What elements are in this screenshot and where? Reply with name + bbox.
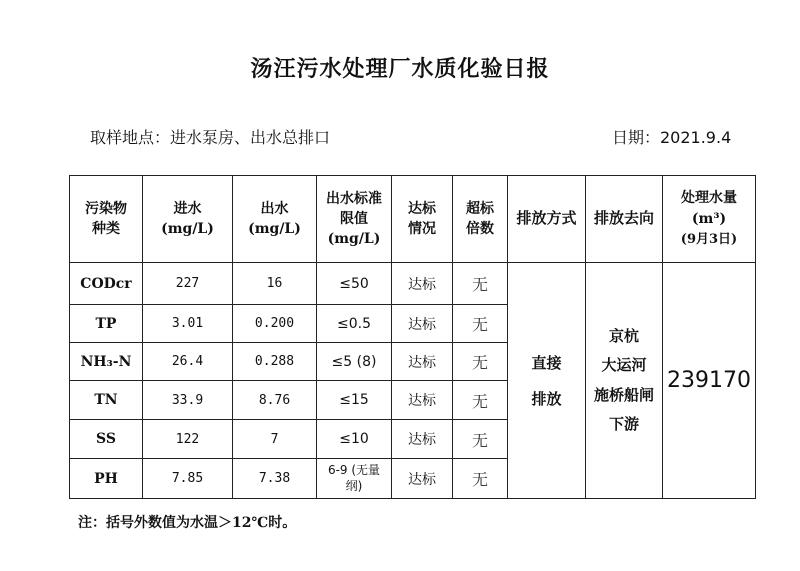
inlet-cell: 122 <box>143 420 233 459</box>
header-row <box>70 176 756 263</box>
inlet-cell: 227 <box>143 263 233 305</box>
outlet-cell: 0.200 <box>233 305 317 343</box>
report-title: 汤汪污水处理厂水质化验日报 <box>250 57 550 82</box>
outlet-cell: 7.38 <box>233 459 317 499</box>
water-quality-table <box>69 175 756 499</box>
header-outlet: 出水 (mg/L) <box>233 176 317 263</box>
header-pollutant: 污染物 种类 <box>70 176 143 263</box>
header-limit: 出水标准 限值 (mg/L) <box>317 176 392 263</box>
outlet-cell: 0.288 <box>233 343 317 381</box>
pollutant-cell: CODcr <box>70 263 143 305</box>
header-inlet: 进水 (mg/L) <box>143 176 233 263</box>
report-date: 日期：2021.9.4 <box>612 128 732 147</box>
limit-cell: ≤10 <box>317 420 392 459</box>
volume-cell: 239170 <box>663 263 756 499</box>
table-row <box>70 263 756 305</box>
status-cell: 达标 <box>392 459 453 499</box>
limit-cell: ≤5 (8) <box>317 343 392 381</box>
pollutant-cell: TN <box>70 381 143 420</box>
header-discharge-dest: 排放去向 <box>586 176 663 263</box>
status-cell: 达标 <box>392 305 453 343</box>
sampling-location: 取样地点：进水泵房、出水总排口 <box>90 128 331 147</box>
limit-cell: 6-9 (无量 纲) <box>317 459 392 499</box>
status-cell: 达标 <box>392 381 453 420</box>
status-cell: 达标 <box>392 263 453 305</box>
discharge-dest-cell: 京杭 大运河 施桥船闸 下游 <box>586 263 663 499</box>
footnote: 注：括号外数值为水温＞12℃时。 <box>78 515 297 531</box>
inlet-cell: 7.85 <box>143 459 233 499</box>
exceed-cell: 无 <box>453 381 508 420</box>
outlet-cell: 7 <box>233 420 317 459</box>
status-cell: 达标 <box>392 343 453 381</box>
limit-cell: ≤15 <box>317 381 392 420</box>
status-cell: 达标 <box>392 420 453 459</box>
inlet-cell: 3.01 <box>143 305 233 343</box>
exceed-cell: 无 <box>453 263 508 305</box>
inlet-cell: 26.4 <box>143 343 233 381</box>
header-discharge-method: 排放方式 <box>508 176 586 263</box>
limit-cell: ≤0.5 <box>317 305 392 343</box>
pollutant-cell: SS <box>70 420 143 459</box>
header-exceed: 超标 倍数 <box>453 176 508 263</box>
exceed-cell: 无 <box>453 459 508 499</box>
header-volume: 处理水量 (m³) (9月3日) <box>663 176 756 263</box>
exceed-cell: 无 <box>453 305 508 343</box>
outlet-cell: 16 <box>233 263 317 305</box>
pollutant-cell: PH <box>70 459 143 499</box>
exceed-cell: 无 <box>453 343 508 381</box>
outlet-cell: 8.76 <box>233 381 317 420</box>
pollutant-cell: NH₃-N <box>70 343 143 381</box>
exceed-cell: 无 <box>453 420 508 459</box>
limit-cell: ≤50 <box>317 263 392 305</box>
pollutant-cell: TP <box>70 305 143 343</box>
inlet-cell: 33.9 <box>143 381 233 420</box>
discharge-method-cell: 直接 排放 <box>508 263 586 499</box>
header-status: 达标 情况 <box>392 176 453 263</box>
